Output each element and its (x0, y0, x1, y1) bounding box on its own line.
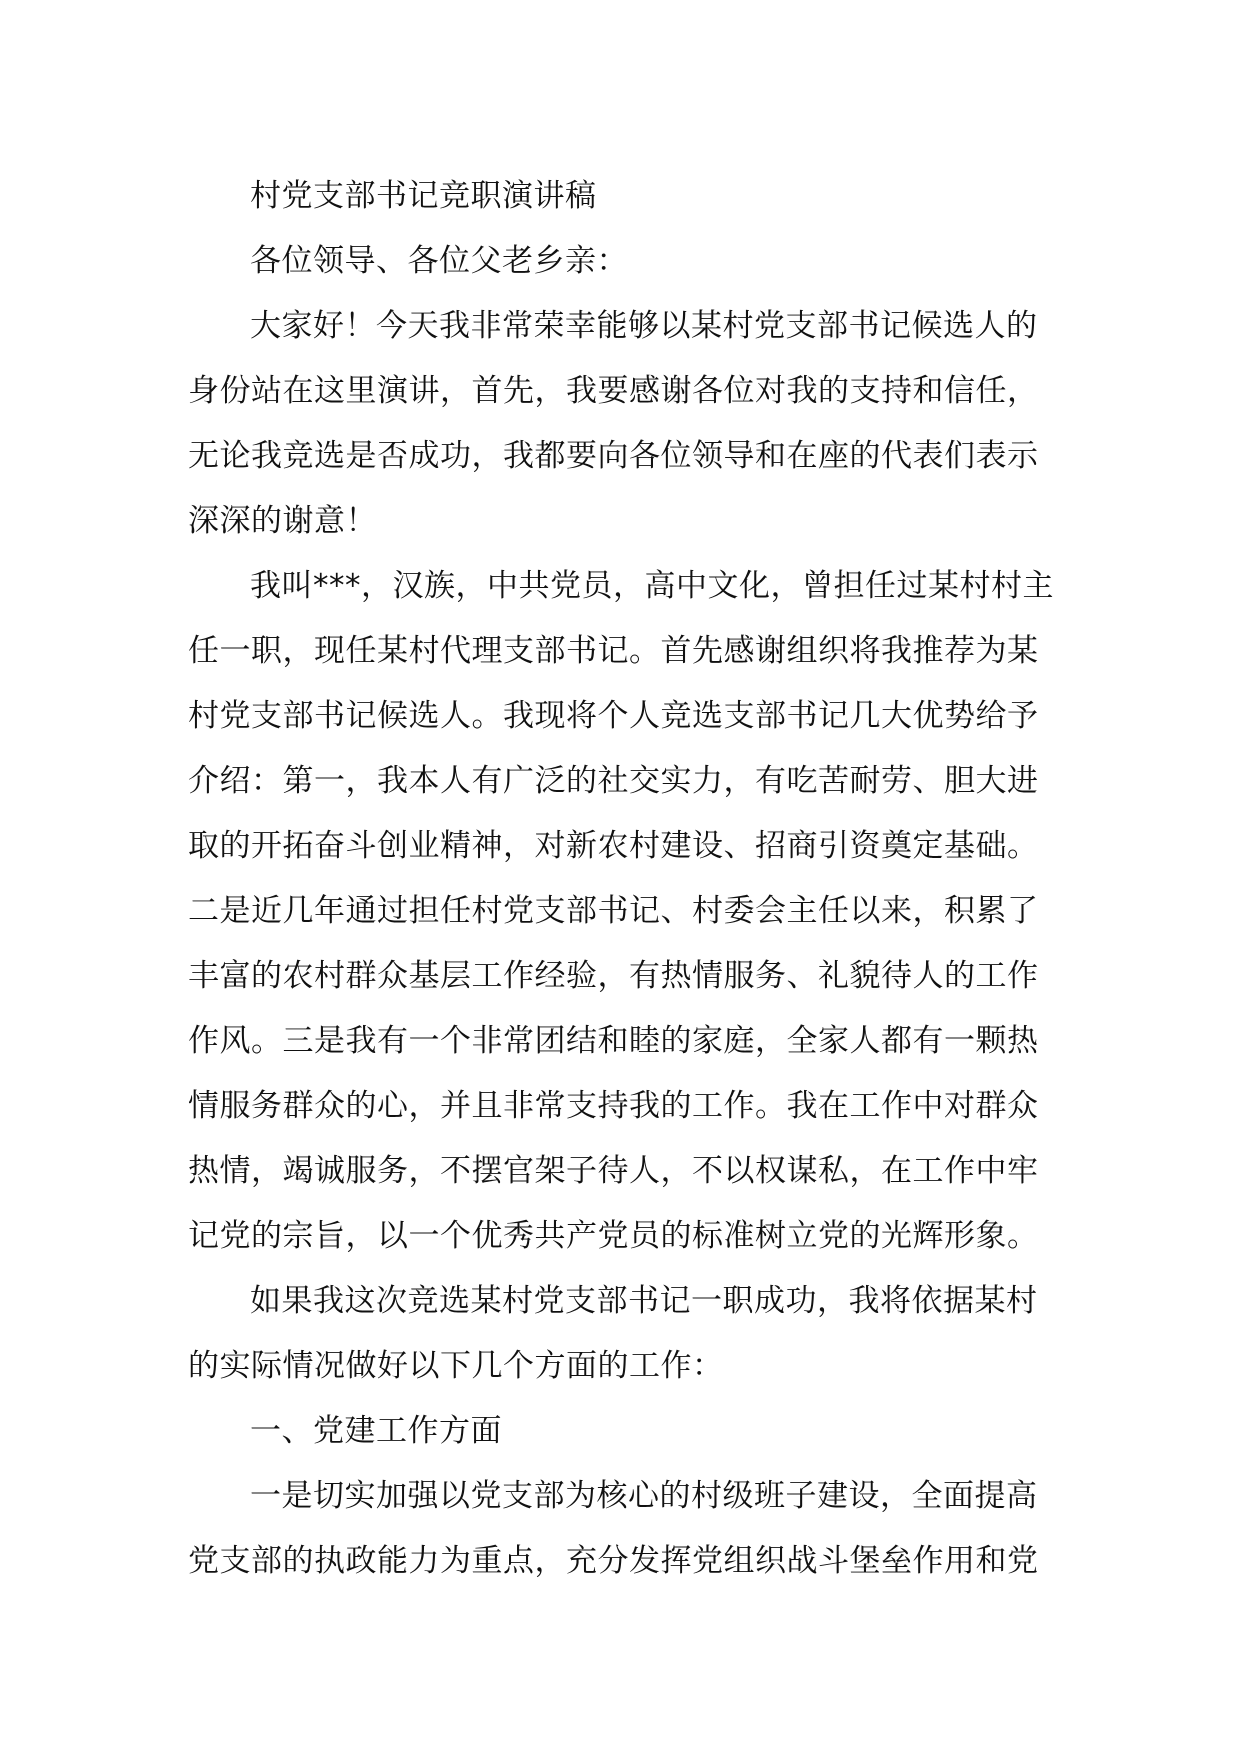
paragraph-line: 任一职，现任某村代理支部书记。首先感谢组织将我推荐为某 (188, 633, 1039, 669)
paragraph-2 (188, 554, 1058, 1269)
greeting-block (188, 229, 1058, 294)
section-heading: 一、党建工作方面 (250, 1413, 502, 1449)
paragraph-line: 二是近几年通过担任村党支部书记、村委会主任以来，积累了 (188, 893, 1039, 929)
paragraph-line: 如果我这次竞选某村党支部书记一职成功，我将依据某村 (250, 1283, 1038, 1319)
paragraph-line: 无论我竞选是否成功，我都要向各位领导和在座的代表们表示 (188, 438, 1039, 474)
paragraph-line: 丰富的农村群众基层工作经验，有热情服务、礼貌待人的工作 (188, 958, 1039, 994)
paragraph-line: 深深的谢意！ (188, 503, 377, 539)
paragraph-line: 身份站在这里演讲，首先，我要感谢各位对我的支持和信任， (188, 373, 1039, 409)
paragraph-line: 介绍：第一，我本人有广泛的社交实力，有吃苦耐劳、胆大进 (188, 763, 1039, 799)
paragraph-line: 作风。三是我有一个非常团结和睦的家庭，全家人都有一颗热 (188, 1023, 1039, 1059)
paragraph-line: 党支部的执政能力为重点，充分发挥党组织战斗堡垒作用和党 (188, 1543, 1039, 1579)
paragraph-line: 热情，竭诚服务，不摆官架子待人，不以权谋私，在工作中牢 (188, 1153, 1039, 1189)
paragraph-3 (188, 1269, 1058, 1399)
document-title: 村党支部书记竞职演讲稿 (250, 178, 597, 214)
paragraph-line: 村党支部书记候选人。我现将个人竞选支部书记几大优势给予 (188, 698, 1039, 734)
paragraph-4 (188, 1464, 1058, 1594)
paragraph-line: 大家好！今天我非常荣幸能够以某村党支部书记候选人的 (250, 308, 1038, 344)
document-title-block (188, 164, 1058, 229)
paragraph-line: 记党的宗旨，以一个优秀共产党员的标准树立党的光辉形象。 (188, 1218, 1039, 1254)
paragraph-line: 情服务群众的心，并且非常支持我的工作。我在工作中对群众 (188, 1088, 1039, 1124)
paragraph-line: 取的开拓奋斗创业精神，对新农村建设、招商引资奠定基础。 (188, 828, 1039, 864)
paragraph-1 (188, 294, 1058, 554)
section-heading-block (188, 1399, 1058, 1464)
paragraph-line: 一是切实加强以党支部为核心的村级班子建设，全面提高 (250, 1478, 1038, 1514)
paragraph-line: 我叫***，汉族，中共党员，高中文化，曾担任过某村村主 (250, 568, 1054, 604)
paragraph-line: 的实际情况做好以下几个方面的工作： (188, 1348, 724, 1384)
greeting-line: 各位领导、各位父老乡亲： (250, 243, 628, 279)
